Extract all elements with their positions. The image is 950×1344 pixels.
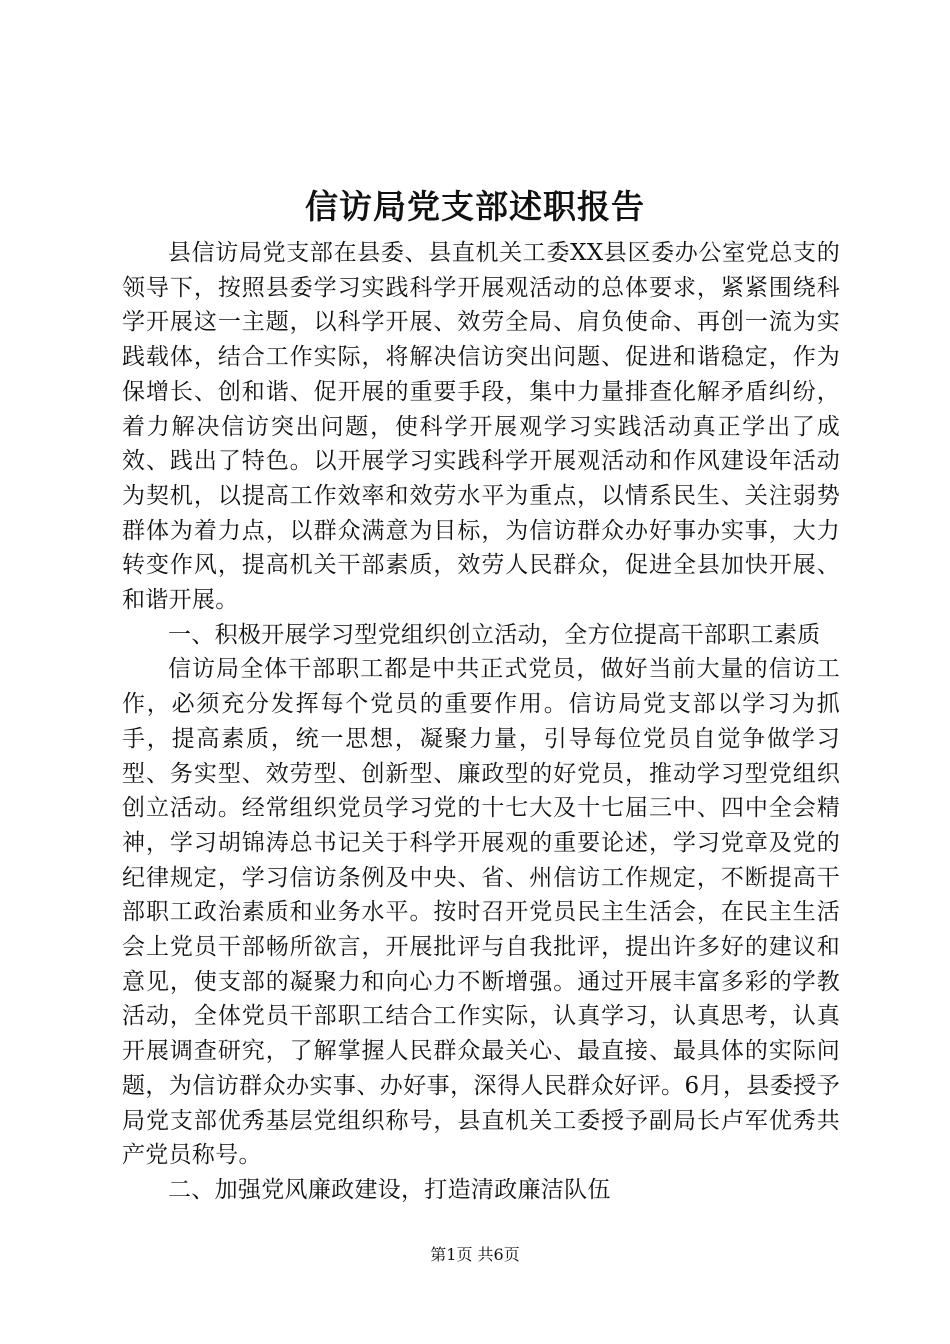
document-body (122, 236, 840, 1208)
intro-paragraph: 县信访局党支部在县委、县直机关工委XX县区委办公室党总支的领导下，按照县委学习实践科学开展观活动的总体要求，紧紧围绕科学开展这一主题，以科学开展、效劳全局、肩负使命、再创一流为实践载体，结合工作实际，将解决信访突出问题、促进和谐稳定，作为保增长、创和谐、促开展的重要手段，集中力量排查化解矛盾纠纷，着力解决信访突出问题，使科学开展观学习实践活动真正学出了成效、践出了特色。以开展学习实践科学开展观活动和作风建设年活动为契机，以提高工作效率和效劳水平为重点，以情系民生、关注弱势群体为着力点，以群众满意为目标，为信访群众办好事办实事，大力转变作风，提高机关干部素质，效劳人民群众，促进全县加快开展、和谐开展。 (122, 240, 840, 614)
section-1-paragraph: 信访局全体干部职工都是中共正式党员，做好当前大量的信访工作，必须充分发挥每个党员的重要作用。信访局党支部以学习为抓手，提高素质，统一思想，凝聚力量，引导每位党员自觉争做学习型、务实型、效劳型、创新型、廉政型的好党员，推动学习型党组织创立活动。经常组织党员学习党的十七大及十七届三中、四中全会精神，学习胡锦涛总书记关于科学开展观的重要论述，学习党章及党的纪律规定，学习信访条例及中央、省、州信访工作规定，不断提高干部职工政治素质和业务水平。按时召开党员民主生活会，在民主生活会上党员干部畅所欲言，开展批评与自我批评，提出许多好的建议和意见，使支部的凝聚力和向心力不断增强。通过开展丰富多彩的学教活动，全体党员干部职工结合工作实际，认真学习，认真思考，认真开展调查研究，了解掌握人民群众最关心、最直接、最具体的实际问题，为信访群众办实事、办好事，深得人民群众好评。6月，县委授予局党支部优秀基层党组织称号，县直机关工委授予副局长卢军优秀共产党员称号。 (122, 656, 840, 1169)
page-number-footer: 第1页 共6页 (430, 1245, 520, 1264)
section-heading-2: 二、加强党风廉政建设，打造清政廉洁队伍 (168, 1176, 611, 1203)
document-title: 信访局党支部述职报告 (305, 187, 645, 226)
section-heading-1: 一、积极开展学习型党组织创立活动，全方位提高干部职工素质 (168, 621, 821, 648)
